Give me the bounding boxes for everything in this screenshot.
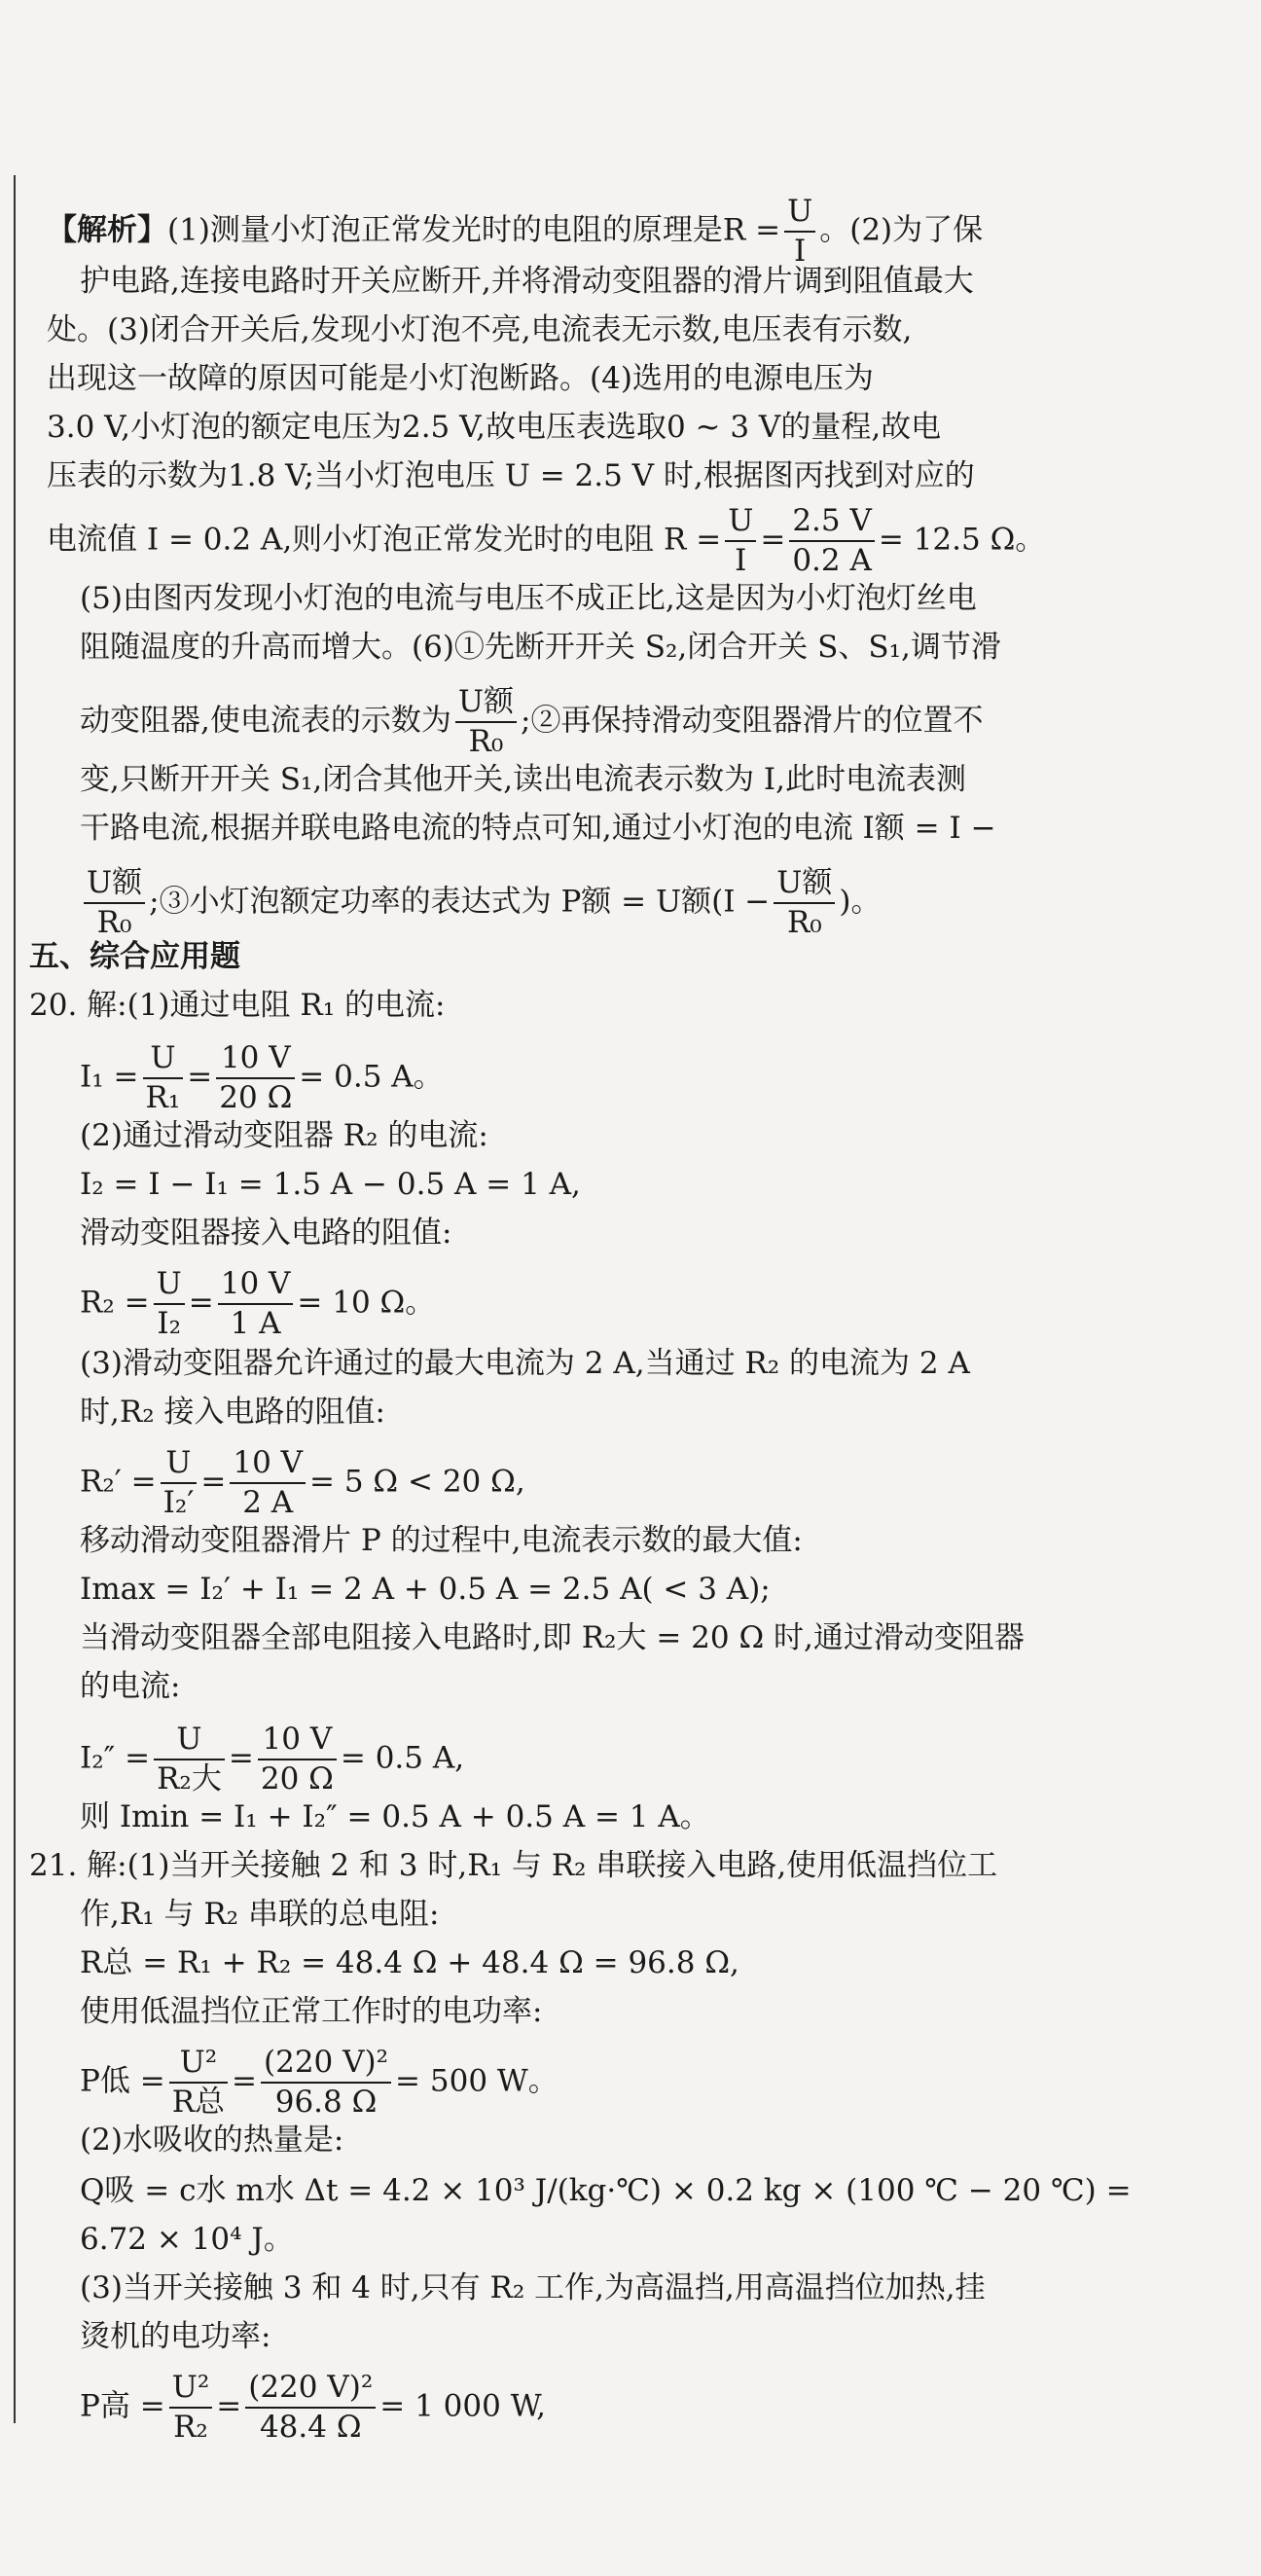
q21-line-8: 6.72 × 10⁴ J。: [80, 2222, 294, 2257]
q21-line-2: 作,R₁ 与 R₂ 串联的总电阻:: [80, 1897, 440, 1932]
q20-line-11: Imax = I₂′ + I₁ = 2 A + 0.5 A = 2.5 A( < 3 A);: [80, 1572, 771, 1607]
jiexi-line-11: 变,只断开开关 S₁,闭合其他开关,读出电流表示数为 I,此时电流表测: [80, 762, 967, 797]
jiexi-line-13: $\frac{\text{U额}}{\text{R₀}}$ ;③小灯泡额定功率的表达式为 P额 = U额(I − $\frac{\text{U额}}{\text{R₀}}$ )。: [80, 868, 882, 938]
q21-line-6: (2)水吸收的热量是:: [80, 2122, 344, 2158]
jiexi-line-5: 3.0 V,小灯泡的额定电压为2.5 V,故电压表选取0 ~ 3 V的量程,故电: [47, 410, 942, 445]
q20-line-9: R₂′ = $\frac{U}{\text{I₂′}}$ = $\frac{10 V}{2 A}$ = 5 Ω < 20 Ω,: [80, 1445, 525, 1520]
jiexi-line-10: 动变阻器,使电流表的示数为 $\frac{\text{U额}}{\text{R₀}}$ ;②再保持滑动变阻器滑片的位置不: [80, 684, 984, 759]
q20-line-5: 滑动变阻器接入电路的阻值:: [80, 1215, 452, 1251]
q21-line-10: 烫机的电功率:: [80, 2319, 271, 2354]
q20-line-10: 移动滑动变阻器滑片 P 的过程中,电流表示数的最大值:: [80, 1523, 803, 1558]
q20-line-3: (2)通过滑动变阻器 R₂ 的电流:: [80, 1118, 488, 1153]
q21-line-5: P低 = $\frac{\text{U²}}{\text{R总}}$ = $\frac{\text{(220 V)²}}{96.8 \Omega}$ = 500 W。: [80, 2045, 558, 2120]
q21-line-4: 使用低温挡位正常工作时的电功率:: [80, 1994, 543, 2029]
q21-line-1: 21. 解:(1)当开关接触 2 和 3 时,R₁ 与 R₂ 串联接入电路,使用低温挡位工: [29, 1848, 998, 1883]
q20-line-4: I₂ = I − I₁ = 1.5 A − 0.5 A = 1 A,: [80, 1167, 581, 1202]
q20-line-12: 当滑动变阻器全部电阻接入电路时,即 R₂大 = 20 Ω 时,通过滑动变阻器: [80, 1620, 1025, 1655]
q21-line-9: (3)当开关接触 3 和 4 时,只有 R₂ 工作,为高温挡,用高温挡位加热,挂: [80, 2270, 986, 2305]
jiexi-line-7: 电流值 I = 0.2 A,则小灯泡正常发光时的电阻 R = $\frac{U}{I}$ = $\frac{2.5 V}{0.2 A}$ = 12.5 Ω。: [47, 503, 1046, 578]
jiexi-line-8: (5)由图丙发现小灯泡的电流与电压不成正比,这是因为小灯泡灯丝电: [80, 581, 977, 616]
section-heading: 五、综合应用题: [29, 939, 240, 974]
q20-line-14: I₂″ = $\frac{U}{\text{R₂大}}$ = $\frac{10 V}{20 \Omega}$ = 0.5 A,: [80, 1722, 465, 1796]
jiexi-line-9: 阻随温度的升高而增大。(6)①先断开开关 S₂,闭合开关 S、S₁,调节滑: [80, 630, 1001, 665]
fraction: $\frac{U}{I}$: [784, 197, 815, 267]
q20-line-1: 20. 解:(1)通过电阻 R₁ 的电流:: [29, 988, 446, 1023]
q21-line-7: Q吸 = c水 m水 Δt = 4.2 × 10³ J/(kg·℃) × 0.2 kg × (100 ℃ − 20 ℃) =: [80, 2173, 1132, 2208]
jiexi-line-2: 护电路,连接电路时开关应断开,并将滑动变阻器的滑片调到阻值最大: [80, 264, 974, 299]
q20-line-13: 的电流:: [80, 1669, 181, 1704]
margin-rule: [14, 175, 16, 2423]
q20-line-15: 则 Imin = I₁ + I₂″ = 0.5 A + 0.5 A = 1 A。: [80, 1799, 710, 1834]
q21-line-11: P高 = $\frac{\text{U²}}{\text{R₂}}$ = $\frac{\text{(220 V)²}}{48.4 \Omega}$ = 1 000 W,: [80, 2370, 546, 2445]
q20-line-6: R₂ = $\frac{U}{\text{I₂}}$ = $\frac{10 V}{1 A}$ = 10 Ω。: [80, 1266, 436, 1341]
jiexi-line-4: 出现这一故障的原因可能是小灯泡断路。(4)选用的电源电压为: [47, 361, 874, 396]
jiexi-line-6: 压表的示数为1.8 V;当小灯泡电压 U = 2.5 V 时,根据图丙找到对应的: [47, 458, 975, 493]
q20-line-8: 时,R₂ 接入电路的阻值:: [80, 1395, 385, 1430]
q20-line-7: (3)滑动变阻器允许通过的最大电流为 2 A,当通过 R₂ 的电流为 2 A: [80, 1346, 970, 1381]
jiexi-line-3: 处。(3)闭合开关后,发现小灯泡不亮,电流表无示数,电压表有示数,: [47, 312, 913, 347]
jiexi-line-12: 干路电流,根据并联电路电流的特点可知,通过小灯泡的电流 I额 = I −: [80, 811, 996, 846]
q20-line-2: I₁ = $\frac{U}{\text{R₁}}$ = $\frac{10 V}{20 \Omega}$ = 0.5 A。: [80, 1040, 444, 1115]
jiexi-line-1: 【解析】(1)测量小灯泡正常发光时的电阻的原理是R = $\frac{U}{I}$ 。(2)为了保: [47, 194, 984, 269]
q21-line-3: R总 = R₁ + R₂ = 48.4 Ω + 48.4 Ω = 96.8 Ω,: [80, 1945, 739, 1980]
